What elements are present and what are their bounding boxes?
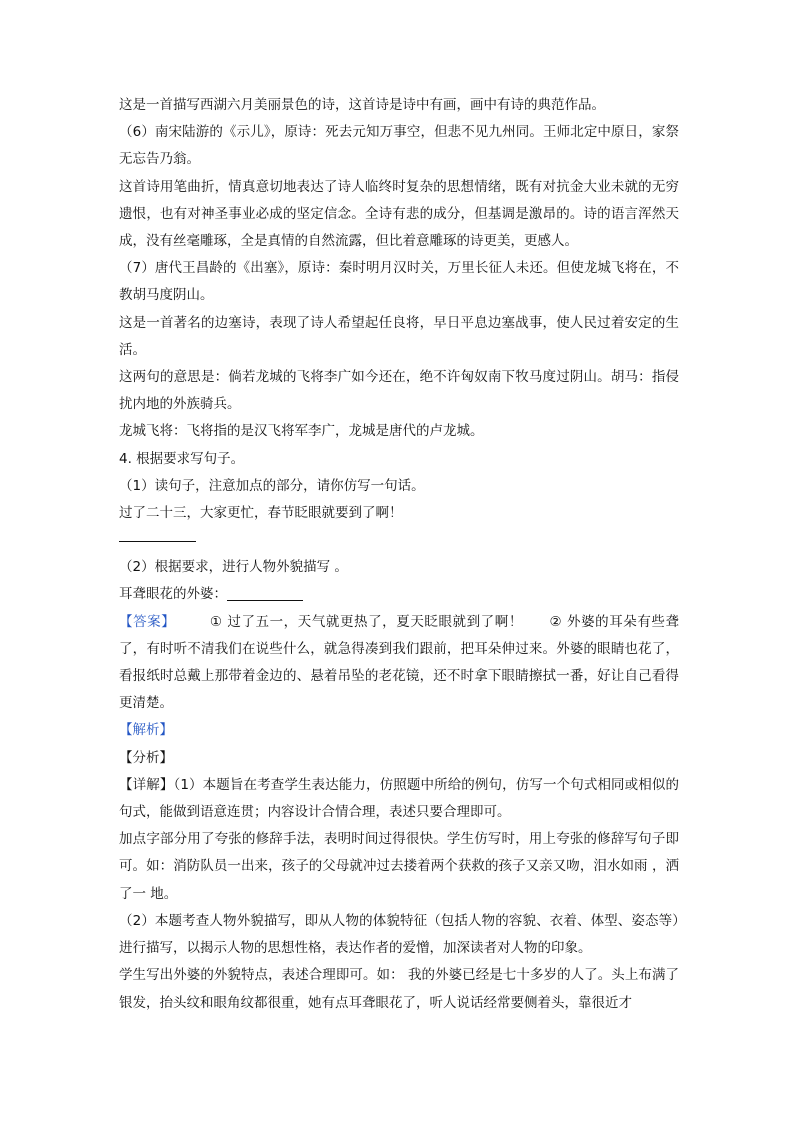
answer-paragraph <box>119 609 679 718</box>
question-prompt: 耳聋眼花的外婆： <box>119 581 679 608</box>
paragraph: （7）唐代王昌龄的《出塞》，原诗：秦时明月汉时关，万里长征人未还。但使龙城飞将在，不教胡马度阴山。 <box>119 260 679 304</box>
answer-part-1: ① 过了五一，天气就更热了，夏天眨眼就到了啊！ <box>209 613 523 630</box>
paragraph: （2）本题考查人物外貌描写，即从人物的体貌特征（包括人物的容貌、衣着、体型、姿态等）进行描写，以揭示人物的思想性格，表达作者的爱憎，加深读者对人物的印象。 <box>119 912 679 957</box>
paragraph: 这是一首描写西湖六月美丽景色的诗，这首诗是诗中有画，画中有诗的典范作品。 <box>119 97 605 113</box>
paragraph: 这两句的意思是：倘若龙城的飞将李广如今还在，绝不许匈奴南下牧马度过阴山。胡马：指侵扰内地的外族骑兵。 <box>119 369 679 413</box>
fenxi-label: 【分析】 <box>119 749 173 766</box>
paragraph: 这是一首著名的边塞诗，表现了诗人希望起任良将，早日平息边塞战事，使人民过着安定的生活。 <box>119 314 679 358</box>
paragraph: 加点字部分用了夸张的修辞手法，表明时间过得很快。学生仿写时，用上夸张的修辞写句子即可。如：消防队员一出来，孩子的父母就冲过去搂着两个获救的孩子又亲又吻，泪水如雨 ，洒了一 地。 <box>119 831 679 902</box>
paragraph: 龙城飞将：飞将指的是汉飞将军李广，龙城是唐代的卢龙城。 <box>119 423 484 440</box>
question-heading: 4. 根据要求写句子。 <box>119 450 245 467</box>
paragraph: （6）南宋陆游的《示儿》，原诗：死去元知万事空，但悲不见九州同。王师北定中原日，家祭无忘告乃翁。 <box>119 124 679 168</box>
answer-blank <box>227 585 303 601</box>
analysis-label: 【解析】 <box>119 722 173 739</box>
detail-label: 【详解】 <box>119 776 174 793</box>
answer-label: 【答案】 <box>119 613 176 630</box>
document-page <box>119 92 679 1017</box>
detail-paragraph: 【详解】（1）本题旨在考查学生表达能力，仿照题中所给的例句，仿写一个句式相同或相似的句式，能做到语意连贯；内容设计合情合理，表述只要合理即可。 <box>119 776 680 821</box>
question-instruction: （1）读句子，注意加点的部分，请你仿写一句话。 <box>119 477 425 494</box>
answer-part-2: ② 外婆的耳朵有些聋了，有时听不清我们在说些什么，就急得凑到我们跟前，把耳朵伸过来。外婆的眼睛也花了，看报纸时总戴上那带着金边的、悬着吊坠的老花镜，还不时拿下眼睛擦拭一番，好让自己看得更清楚。 <box>119 613 679 712</box>
paragraph: 这首诗用笔曲折，情真意切地表达了诗人临终时复杂的思想情绪，既有对抗金大业未就的无穷遗恨，也有对神圣事业必成的坚定信念。全诗有悲的成分，但基调是激昂的。诗的语言浑然天成，没有丝毫雕琢，全是真情的自然流露，但比着意雕琢的诗更美，更感人。 <box>119 178 679 250</box>
question-instruction: （2）根据要求，进行人物外貌描写 。 <box>119 559 348 576</box>
paragraph: 学生写出外婆的外貌特点，表述合理即可。如： 我的外婆已经是七十多岁的人了。头上布满了银发，抬头纹和眼角纹都很重，她有点耳聋眼花了，听人说话经常要侧着头，靠很近才 <box>119 967 679 1011</box>
example-sentence: 过了二十三，大家更忙，春节眨眼就要到了啊！ <box>119 505 403 522</box>
answer-blank <box>119 527 679 554</box>
